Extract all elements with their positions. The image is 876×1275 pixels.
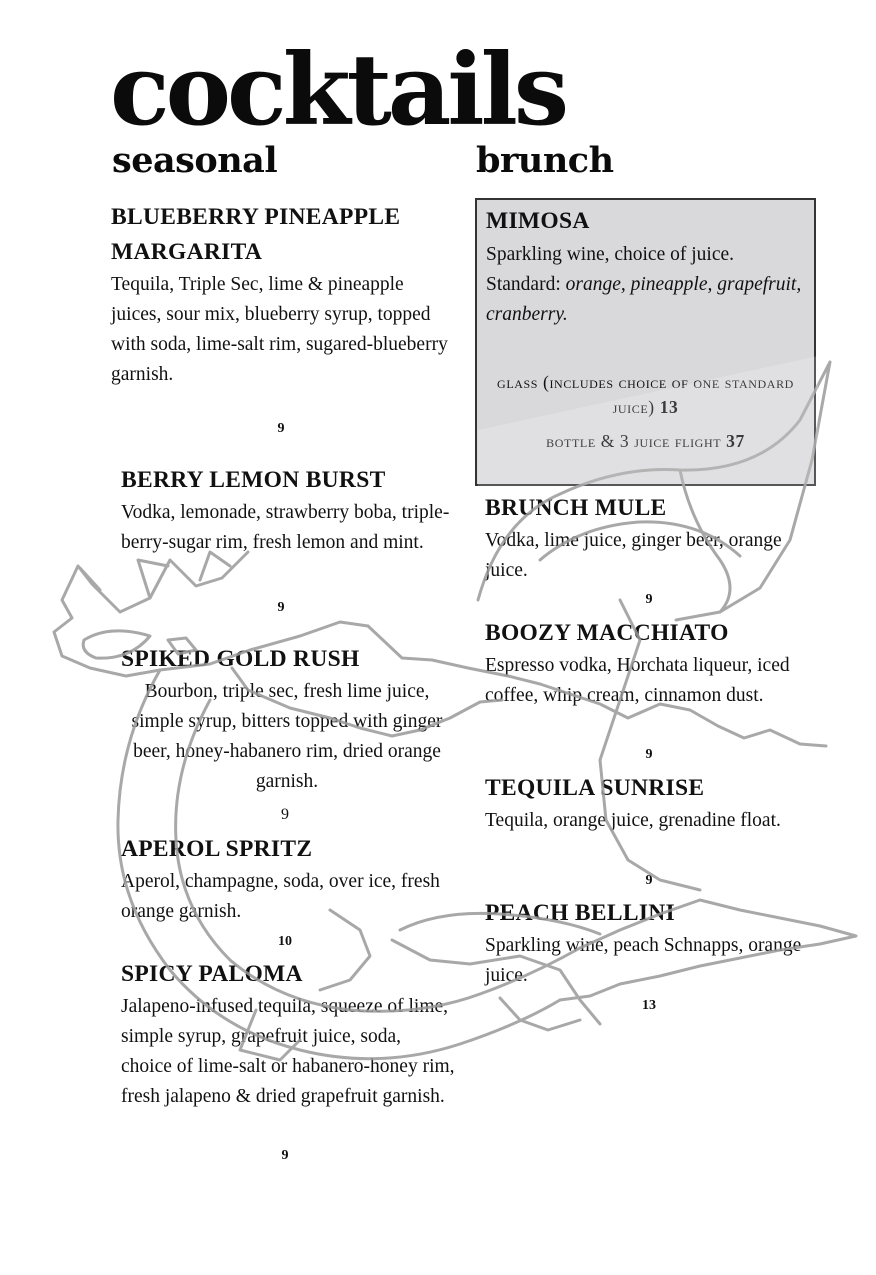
item-name: SPIKED GOLD RUSH [121,646,360,672]
item-name: BLUEBERRY PINEAPPLE MARGARITA [111,204,401,265]
menu-title: cocktails [110,33,566,148]
item-price: 9 [645,873,653,888]
menu-item-peach-bellini [485,896,815,1013]
menu-item-boozy-macchiato [485,616,815,762]
item-price: 13 [642,998,656,1013]
mimosa-glass-option [477,370,814,420]
item-description: Vodka, lemonade, strawberry boba, triple-berry-sugar rim, fresh lemon and mint. [121,502,450,553]
mimosa-standard-juices: orange, pineapple, grapefruit, cranberry. [486,274,802,325]
item-price: 10 [278,934,292,949]
item-price: 9 [645,592,653,607]
menu-item-tequila-sunrise [485,771,815,888]
item-description: Espresso vodka, Horchata liqueur, iced coffee, whip cream, cinnamon dust. [485,655,790,706]
menu-item-spicy-paloma [121,957,456,1163]
item-description: Aperol, champagne, soda, over ice, fresh orange garnish. [121,871,440,922]
item-name: BERRY LEMON BURST [121,467,386,493]
mimosa-bottle-option [477,429,814,454]
item-description [486,240,806,330]
item-price: 9 [277,421,285,436]
menu-item-spiked-gold-rush [121,642,453,823]
menu-item-brunch-mule [485,491,815,607]
item-name: APEROL SPRITZ [121,836,313,862]
item-description: Tequila, Triple Sec, lime & pineapple juices, sour mix, blueberry syrup, topped with soda, lime-salt rim, sugared-blueberry garnish. [111,274,448,385]
mimosa-feature-box [475,198,816,486]
item-description: Tequila, orange juice, grenadine float. [485,810,781,831]
section-heading-seasonal: seasonal [112,140,278,181]
glass-label: glass (includes choice of one standard juice) [497,372,794,417]
menu-item-blueberry-pineapple-margarita [111,200,456,436]
section-heading-brunch: brunch [476,140,614,181]
mimosa-description: Sparkling wine, choice of juice. [486,244,735,265]
mimosa-standard-label: Standard: [486,274,566,295]
item-name: SPICY PALOMA [121,961,303,987]
item-price: 9 [645,747,653,762]
bottle-price: 37 [726,431,745,451]
item-name: BOOZY MACCHIATO [485,620,729,646]
item-price: 9 [281,1148,289,1163]
menu-item-aperol-spritz [121,832,451,949]
item-description: Vodka, lime juice, ginger beer, orange juice. [485,530,782,581]
item-price: 9 [277,600,285,615]
item-description: Sparkling wine, peach Schnapps, orange juice. [485,935,802,986]
item-name: BRUNCH MULE [485,495,667,521]
menu-item-berry-lemon-burst [121,463,451,615]
item-name: MIMOSA [486,208,590,234]
glass-price: 13 [659,397,679,417]
item-description: Jalapeno-infused tequila, squeeze of lime, simple syrup, grapefruit juice, soda, choice of lime-salt or habanero-honey rim, fresh jalapeno & dried grapefruit garnish. [121,996,455,1107]
bottle-label: bottle & 3 juice flight [546,431,722,451]
item-price: 9 [281,806,289,823]
item-description: Bourbon, triple sec, fresh lime juice, simple syrup, bitters topped with ginger beer, honey-habanero rim, dried orange garnish. [131,681,443,792]
item-name: TEQUILA SUNRISE [485,775,705,801]
item-name: PEACH BELLINI [485,900,675,926]
